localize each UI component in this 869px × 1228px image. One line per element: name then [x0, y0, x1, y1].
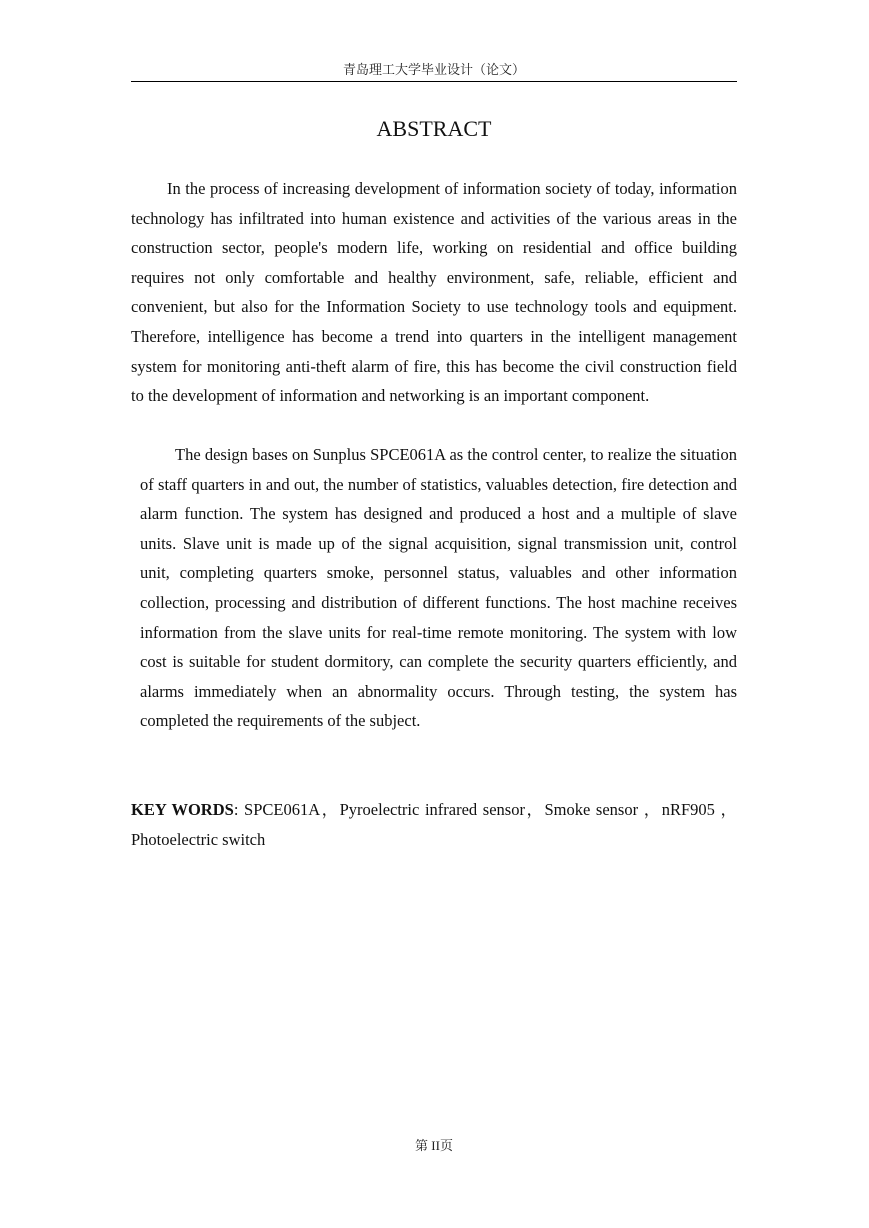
keywords-line — [131, 795, 737, 854]
page-number: 第 II页 — [415, 1138, 453, 1153]
abstract-title: ABSTRACT — [376, 116, 492, 141]
header-rule — [131, 81, 737, 82]
abstract-paragraph-2: The design bases on Sunplus SPCE061A as the control center, to realize the situation of staff quarters in and out, the number of statistics, valuables detection, fire detection and alarm function. The system has designed and produced a host and a multiple of slave units. Slave unit is made up of the signal acquisition, signal transmission unit, control unit, completing quarters smoke, personnel status, valuables and other information collection, processing and distribution of different functions. The host machine receives information from the slave units for real-time remote monitoring. The system with low cost is suitable for student dormitory, can complete the security quarters efficiently, and alarms immediately when an abnormality occurs. Through testing, the system has completed the requirements of the subject. — [140, 445, 737, 731]
abstract-paragraph-1: In the process of increasing development of information society of today, information technology has infiltrated into human existence and activities of the various areas in the construction sector, people's modern life, working on residential and office building requires not only comfortable and healthy environment, safe, reliable, efficient and convenient, but also for the Information Society to use technology tools and equipment. Therefore, intelligence has become a trend into quarters in the intelligent management system for monitoring anti-theft alarm of fire, this has become the civil construction field to the development of information and networking is an important component. — [131, 179, 737, 406]
keywords-text: : SPCE061A，Pyroelectric infrared sensor，Smoke sensor ，nRF905 ，Photoelectric switch — [131, 800, 737, 849]
keywords-label: KEY WORDS — [131, 800, 234, 819]
running-header: 青岛理工大学毕业设计（论文） — [342, 62, 525, 77]
